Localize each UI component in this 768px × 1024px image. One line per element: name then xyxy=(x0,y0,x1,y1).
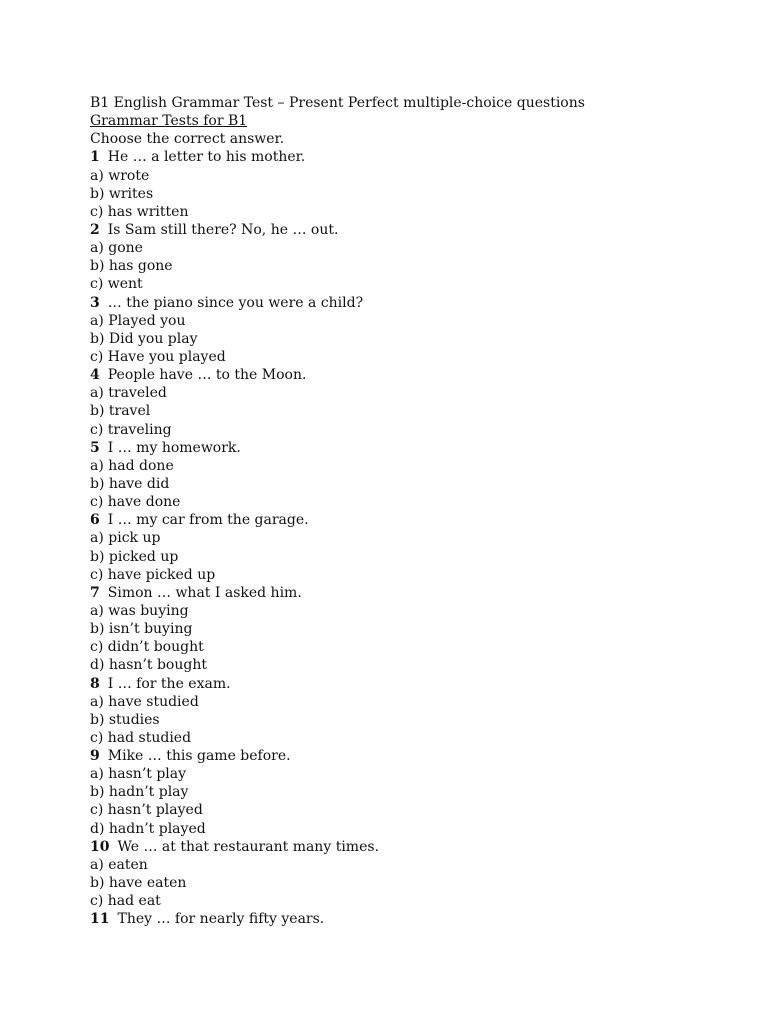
answer-option: c) went xyxy=(90,276,143,293)
answer-option: d) hadn’t played xyxy=(90,820,206,837)
question-10 xyxy=(90,838,730,856)
question-number: 10 xyxy=(90,838,110,855)
question-text: I … for the exam. xyxy=(107,675,231,692)
answer-option: a) was buying xyxy=(90,602,189,619)
answer-option: b) isn’t buying xyxy=(90,621,193,638)
instruction-text: Choose the correct answer. xyxy=(90,131,285,148)
question-number: 9 xyxy=(90,748,100,765)
question-3 xyxy=(90,294,730,312)
answer-option: b) has gone xyxy=(90,258,173,275)
answer-option: d) hasn’t bought xyxy=(90,657,207,674)
question-number: 1 xyxy=(90,149,100,166)
answer-option: b) hadn’t play xyxy=(90,784,189,801)
question-list xyxy=(90,148,730,928)
answer-option: b) picked up xyxy=(90,548,179,565)
grammar-tests-link[interactable]: Grammar Tests for B1 xyxy=(90,113,248,130)
question-5 xyxy=(90,439,730,457)
answer-option: c) traveling xyxy=(90,421,172,438)
question-number: 2 xyxy=(90,221,100,238)
question-number: 5 xyxy=(90,439,100,456)
question-number: 11 xyxy=(90,911,110,928)
answer-option: a) have studied xyxy=(90,693,199,710)
answer-option: c) hasn’t played xyxy=(90,802,203,819)
question-6 xyxy=(90,511,730,529)
question-text: We … at that restaurant many times. xyxy=(117,838,379,855)
question-2 xyxy=(90,221,730,239)
question-number: 4 xyxy=(90,367,100,384)
question-7 xyxy=(90,584,730,602)
answer-option: a) had done xyxy=(90,457,174,474)
answer-option: c) had eat xyxy=(90,893,161,910)
answer-option: c) didn’t bought xyxy=(90,639,204,656)
answer-option: a) eaten xyxy=(90,856,148,873)
answer-option: c) has written xyxy=(90,203,189,220)
question-text: He … a letter to his mother. xyxy=(107,149,306,166)
answer-option: c) have done xyxy=(90,494,181,511)
question-number: 8 xyxy=(90,675,100,692)
question-8 xyxy=(90,675,730,693)
answer-option: c) had studied xyxy=(90,729,192,746)
question-11 xyxy=(90,910,730,928)
document-title: B1 English Grammar Test – Present Perfect multiple-choice questions xyxy=(90,95,585,111)
answer-option: b) studies xyxy=(90,711,160,728)
question-text: Simon … what I asked him. xyxy=(107,584,302,601)
question-text: Mike … this game before. xyxy=(107,748,291,765)
question-9 xyxy=(90,747,730,765)
answer-option: a) pick up xyxy=(90,530,161,547)
answer-option: b) have did xyxy=(90,475,170,492)
question-text: They … for nearly fifty years. xyxy=(117,911,325,928)
answer-option: b) travel xyxy=(90,403,151,420)
document-page xyxy=(90,94,730,928)
question-number: 6 xyxy=(90,512,100,529)
answer-option: c) Have you played xyxy=(90,348,226,365)
question-text: People have … to the Moon. xyxy=(107,367,307,384)
answer-option: c) have picked up xyxy=(90,566,216,583)
question-text: Is Sam still there? No, he … out. xyxy=(107,221,339,238)
answer-option: b) Did you play xyxy=(90,330,198,347)
answer-option: a) wrote xyxy=(90,167,150,184)
answer-option: a) hasn’t play xyxy=(90,766,187,783)
answer-option: a) traveled xyxy=(90,385,167,402)
answer-option: b) have eaten xyxy=(90,875,187,892)
question-number: 3 xyxy=(90,294,100,311)
question-text: … the piano since you were a child? xyxy=(107,294,364,311)
answer-option: b) writes xyxy=(90,185,154,202)
answer-option: a) gone xyxy=(90,240,143,257)
question-4 xyxy=(90,366,730,384)
question-number: 7 xyxy=(90,584,100,601)
question-text: I … my car from the garage. xyxy=(107,512,309,529)
question-1 xyxy=(90,148,730,166)
answer-option: a) Played you xyxy=(90,312,186,329)
question-text: I … my homework. xyxy=(107,439,241,456)
